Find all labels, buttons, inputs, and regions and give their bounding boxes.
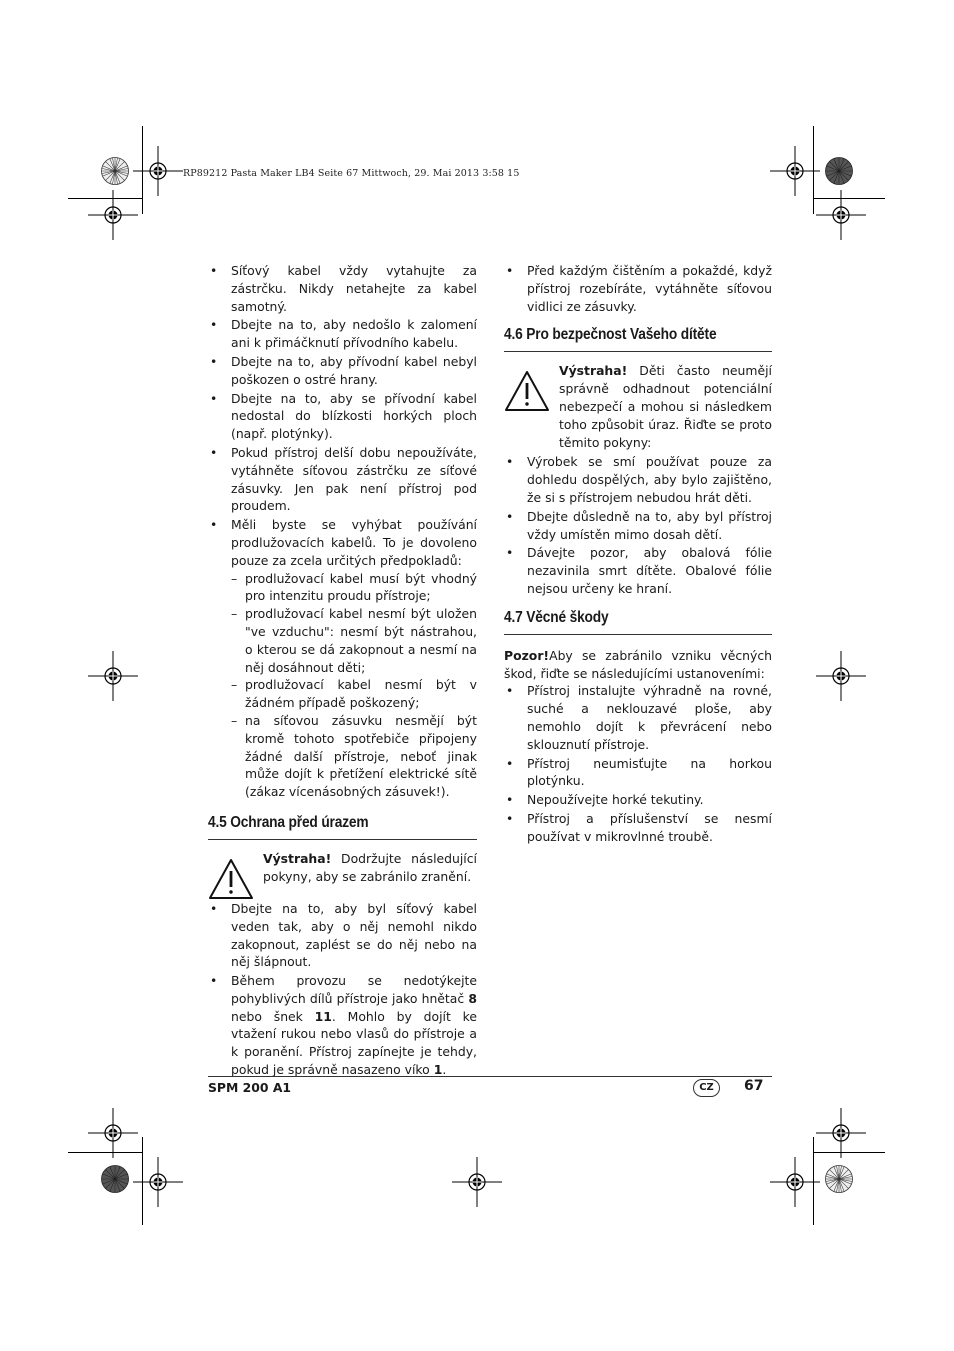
list-item: – prodlužovací kabel nesmí být uložen "ve vzduchu": nesmí být nástrahou, o kterou se dá zakopnout a nesmí na něj dosáhnout děti; xyxy=(231,605,477,676)
section-heading: 4.5 Ochrana před úrazem xyxy=(208,813,369,831)
list-item: • Pokud přístroj delší dobu nepoužíváte, vytáhněte síťovou zástrčku ze síťové zásuvky. Jen pak není přístroj pod proudem. xyxy=(208,444,477,515)
warning-label: Výstraha! xyxy=(263,850,332,866)
section-heading: 4.7 Věcné škody xyxy=(504,608,609,626)
list-item xyxy=(208,972,477,1079)
section-4-7-heading-wrap xyxy=(504,608,772,635)
caution-label: Pozor! xyxy=(504,647,550,663)
extension-cable-conditions xyxy=(231,570,477,801)
injury-list xyxy=(208,900,477,1079)
registration-mark-icon xyxy=(88,651,138,701)
text-part: nebo šnek xyxy=(231,1008,315,1024)
print-info-line: RP89212 Pasta Maker LB4 Seite 67 Mittwoch, 29. Mai 2013 3:58 15 xyxy=(183,168,520,179)
injury-warning xyxy=(208,850,477,890)
color-wheel-icon xyxy=(824,1164,854,1194)
caution-text: Aby se zabránilo vzniku věcných škod, řiďte se následujícími ustanoveními: xyxy=(504,647,772,681)
registration-mark-icon xyxy=(88,190,138,240)
language-badge: CZ xyxy=(693,1079,720,1097)
part-number: 8 xyxy=(468,990,477,1006)
list-item xyxy=(208,516,477,801)
list-item: • Síťový kabel vždy vytahujte za zástrčku. Nikdy netahejte za kabel samotný. xyxy=(208,262,477,315)
registration-mark-icon xyxy=(816,651,866,701)
list-item: • Výrobek se smí používat pouze za dohledu dospělých, aby bylo zajištěno, že si s přístrojem nebudou hrát děti. xyxy=(504,453,772,506)
section-4-5-heading-wrap xyxy=(208,813,477,840)
footer-model: SPM 200 A1 xyxy=(208,1080,292,1095)
property-damage-list xyxy=(504,682,772,845)
warning-text: Dodržujte následující pokyny, aby se zabránilo zranění. xyxy=(263,850,477,884)
warning-text: Děti často neumějí správně odhadnout potenciální nebezpečí a mohou si následkem toho způsobit úraz. Řiďte se proto těmito pokyny: xyxy=(559,363,772,450)
footer-rule xyxy=(208,1076,772,1077)
list-item: • Dbejte na to, aby byl síťový kabel veden tak, aby o něj nemohl nikdo zakopnout, zaplést se do něj nebo na něj šlápnout. xyxy=(208,900,477,971)
registration-mark-icon xyxy=(770,1157,820,1207)
right-column xyxy=(504,262,772,847)
registration-mark-icon xyxy=(770,146,820,196)
part-number: 11 xyxy=(314,1008,332,1024)
color-wheel-icon xyxy=(100,156,130,186)
list-item: • Dbejte na to, aby se přívodní kabel nedostal do blízkosti horkých ploch (např. plotýnky). xyxy=(208,390,477,443)
registration-mark-icon xyxy=(816,1108,866,1158)
left-column xyxy=(208,262,477,1080)
cleaning-list xyxy=(504,262,772,315)
section-4-6-heading-wrap xyxy=(504,325,772,352)
child-safety-warning xyxy=(504,362,772,451)
list-item: • Přístroj instalujte výhradně na rovné, suché a neklouzavé ploše, aby nemohlo dojít k převrácení nebo sklouznutí přístroje. xyxy=(504,682,772,753)
list-item: • Přístroj neumisťujte na horkou plotýnku. xyxy=(504,755,772,791)
part-number: 1 xyxy=(433,1062,443,1078)
list-item: – prodlužovací kabel nesmí být v žádném případě poškozený; xyxy=(231,676,477,712)
registration-mark-icon xyxy=(133,1157,183,1207)
cable-safety-list xyxy=(208,262,477,801)
page-number: 67 xyxy=(744,1078,764,1094)
warning-triangle-icon xyxy=(504,370,550,412)
registration-mark-icon xyxy=(88,1108,138,1158)
text-part: . Mohlo by dojít ke vtažení rukou nebo vlasů do přístroje a k poranění. Přístroj zapínejte je tehdy, pokud je správně nasazeno víko xyxy=(231,1008,477,1078)
registration-mark-icon xyxy=(452,1157,502,1207)
list-item: • Nepoužívejte horké tekutiny. xyxy=(504,791,772,809)
warning-triangle-icon xyxy=(208,858,254,900)
registration-mark-icon xyxy=(816,190,866,240)
text-part: Během provozu se nedotýkejte pohyblivých dílů přístroje jako hnětač xyxy=(231,973,477,1006)
extension-cable-text: Měli byste se vyhýbat používání prodlužovacích kabelů. To je dovoleno pouze za zcela určitých předpokladů: xyxy=(231,517,477,568)
text-part: . xyxy=(442,1062,447,1078)
list-item: • Dbejte na to, aby přívodní kabel nebyl poškozen o ostré hrany. xyxy=(208,353,477,389)
list-item: – na síťovou zásuvku nesmějí být kromě tohoto spotřebiče připojeny žádné další přístroje, neboť jinak může dojít k přetížení elektrické sítě (zákaz vícenásobných zásuvek!). xyxy=(231,712,477,801)
color-wheel-icon xyxy=(100,1164,130,1194)
section-heading: 4.6 Pro bezpečnost Vašeho dítěte xyxy=(504,326,717,344)
registration-mark-icon xyxy=(133,146,183,196)
list-item: • Před každým čištěním a pokaždé, když přístroj rozebíráte, vytáhněte síťovou vidlici ze zásuvky. xyxy=(504,262,772,315)
list-item: • Dávejte pozor, aby obalová fólie nezavinila smrt dítěte. Obalové fólie nejsou určeny ke hraní. xyxy=(504,544,772,597)
list-item: – prodlužovací kabel musí být vhodný pro intenzitu proudu přístroje; xyxy=(231,570,477,606)
list-item: • Dbejte na to, aby nedošlo k zalomení ani k přimáčknutí přívodního kabelu. xyxy=(208,316,477,352)
list-item: • Přístroj a příslušenství se nesmí používat v mikrovlnné troubě. xyxy=(504,810,772,846)
child-safety-list xyxy=(504,453,772,597)
list-item: • Dbejte důsledně na to, aby byl přístroj vždy umístěn mimo dosah dětí. xyxy=(504,508,772,544)
warning-label: Výstraha! xyxy=(559,363,628,379)
caution-paragraph xyxy=(504,647,772,683)
color-wheel-icon xyxy=(824,156,854,186)
